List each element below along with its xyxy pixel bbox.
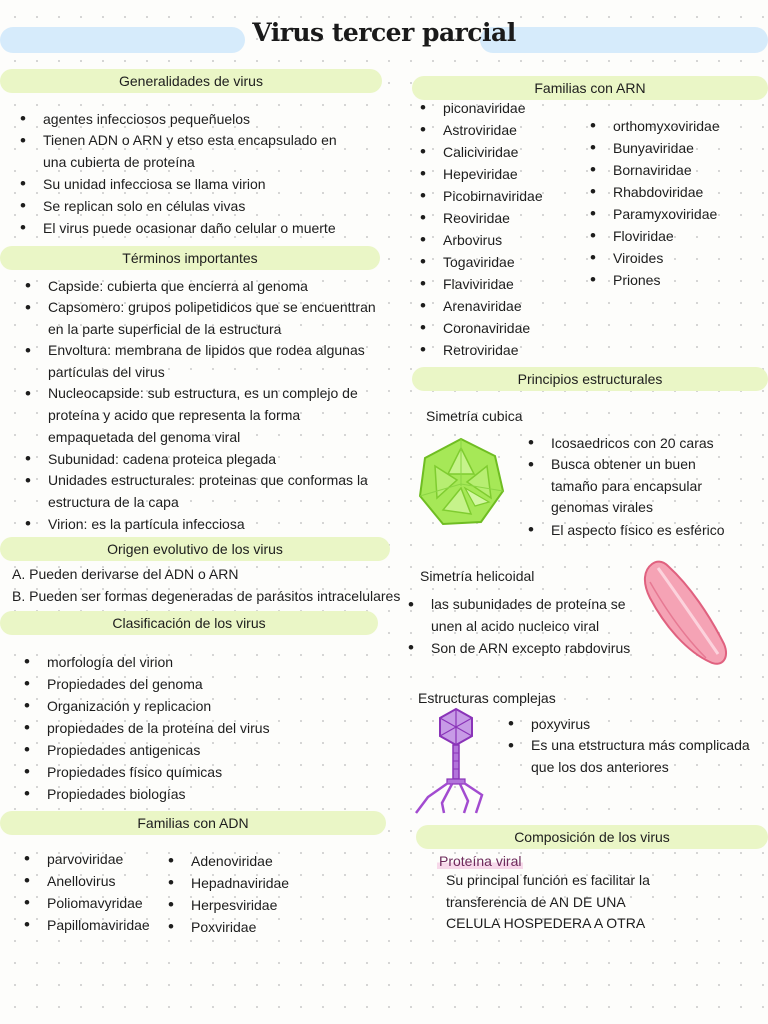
label-simetria-helicoidal: Simetría helicoidal: [420, 568, 535, 584]
list-item: • Bunyaviridae: [590, 137, 765, 159]
heading-principios: Principios estructurales: [412, 367, 768, 391]
list-item: • Hepeviridae: [420, 163, 595, 185]
list-item: • Coronaviridae: [420, 317, 595, 339]
heading-generalidades: Generalidades de virus: [0, 69, 382, 93]
heading-arn: Familias con ARN: [412, 76, 768, 100]
list-item: • Poxviridae: [168, 916, 318, 938]
origen-item-a: A. Pueden derivarse del ADN o ARN: [12, 566, 239, 582]
heading-terminos: Términos importantes: [0, 246, 380, 270]
subheading-proteina-viral: Proteína viral: [439, 853, 522, 869]
list-item: • Papillomaviridae: [24, 914, 174, 936]
list-item: • Reoviridae: [420, 207, 595, 229]
list-item: • Priones: [590, 269, 765, 291]
list-item: • piconaviridae: [420, 97, 595, 119]
list-adn-col2: [168, 850, 318, 938]
list-item: • Icosaedricos con 20 caras: [528, 432, 728, 454]
list-item: • El aspecto físico es esférico: [528, 519, 728, 541]
list-item: • Rhabdoviridae: [590, 181, 765, 203]
label-estructuras-complejas: Estructuras complejas: [418, 690, 556, 706]
list-item: • Es una etstructura más complicada que los dos anteriores: [508, 735, 763, 778]
list-item: • agentes infecciosos pequeñuelos: [20, 108, 360, 130]
list-item: • Capsomero: grupos polipetidicos que se encuenttran en la parte superficial de la estructura: [25, 297, 380, 340]
list-cubica: [528, 432, 728, 541]
list-item: • Paramyxoviridae: [590, 203, 765, 225]
list-item: • las subunidades de proteína se unen al acido nucleico viral: [408, 594, 648, 637]
list-item: • Retroviridae: [420, 339, 595, 361]
heading-clasificacion: Clasificación de los virus: [0, 611, 378, 635]
heading-adn: Familias con ADN: [0, 811, 386, 835]
list-item: • Anellovirus: [24, 870, 174, 892]
list-item: • Propiedades biologías: [24, 783, 354, 805]
list-item: • Picobirnaviridae: [420, 185, 595, 207]
list-arn-col1: [420, 97, 595, 361]
list-item: • Virion: es la partícula infecciosa: [25, 513, 380, 535]
list-clasificacion: [24, 651, 354, 805]
list-item: • Bornaviridae: [590, 159, 765, 181]
list-item: • Astroviridae: [420, 119, 595, 141]
origen-item-b: B. Pueden ser formas degeneradas de parásitos intracelulares: [12, 588, 401, 604]
heading-origen: Origen evolutivo de los virus: [0, 537, 390, 561]
list-item: • Togaviridae: [420, 251, 595, 273]
page-title: Virus tercer parcial: [252, 18, 516, 47]
list-item: • Propiedades antigenicas: [24, 739, 354, 761]
composicion-text: Su principal función es facilitar la transferencia de AN DE UNA CELULA HOSPEDERA A OTRA: [446, 872, 650, 931]
bacteriophage-illustration: [414, 707, 494, 817]
list-adn-col1: [24, 848, 174, 936]
list-item: • Envoltura: membrana de lipidos que rodea algunas partículas del virus: [25, 340, 380, 383]
list-item: • parvoviridae: [24, 848, 174, 870]
list-item: • Organización y replicacion: [24, 695, 354, 717]
list-terminos: [25, 275, 380, 535]
list-item: • morfología del virion: [24, 651, 354, 673]
list-helicoidal: [408, 594, 648, 659]
list-item: • Flaviviridae: [420, 273, 595, 295]
list-item: • Herpesviridae: [168, 894, 318, 916]
list-item: • El virus puede ocasionar daño celular o muerte: [20, 217, 360, 239]
heading-composicion: Composición de los virus: [416, 825, 768, 849]
icosahedron-illustration: [415, 436, 507, 528]
list-item: • Propiedades físico químicas: [24, 761, 354, 783]
list-item: • Arbovirus: [420, 229, 595, 251]
list-item: • Subunidad: cadena proteica plegada: [25, 448, 380, 470]
list-item: • Unidades estructurales: proteinas que conformas la estructura de la capa: [25, 470, 380, 513]
list-item: • Se replican solo en células vivas: [20, 195, 360, 217]
list-item: • orthomyxoviridae: [590, 115, 765, 137]
list-item: • Adenoviridae: [168, 850, 318, 872]
list-item: • Arenaviridae: [420, 295, 595, 317]
list-item: • Hepadnaviridae: [168, 872, 318, 894]
list-item: • Viroides: [590, 247, 765, 269]
list-item: • Nucleocapside: sub estructura, es un complejo de proteína y acido que representa la forma empaquetada del genoma viral: [25, 383, 380, 448]
list-complejas: [508, 713, 763, 778]
list-item: • Busca obtener un buen tamaño para encapsular genomas virales: [528, 454, 728, 519]
list-item: • poxyvirus: [508, 713, 763, 735]
list-item: • Capside: cubierta que encierra al genoma: [25, 275, 380, 297]
list-item: • Su unidad infecciosa se llama virion: [20, 173, 360, 195]
list-item: • propiedades de la proteína del virus: [24, 717, 354, 739]
list-item: • Poliomavyridae: [24, 892, 174, 914]
list-item: • Propiedades del genoma: [24, 673, 354, 695]
list-item: • Caliciviridae: [420, 141, 595, 163]
list-generalidades: [20, 108, 360, 239]
list-item: • Tienen ADN o ARN y etso esta encapsulado en una cubierta de proteína: [20, 130, 360, 173]
list-item: • Floviridae: [590, 225, 765, 247]
helical-virus-illustration: [640, 558, 730, 668]
list-arn-col2: [590, 115, 765, 291]
list-item: • Son de ARN excepto rabdovirus: [408, 637, 648, 659]
label-simetria-cubica: Simetría cubica: [426, 408, 523, 424]
